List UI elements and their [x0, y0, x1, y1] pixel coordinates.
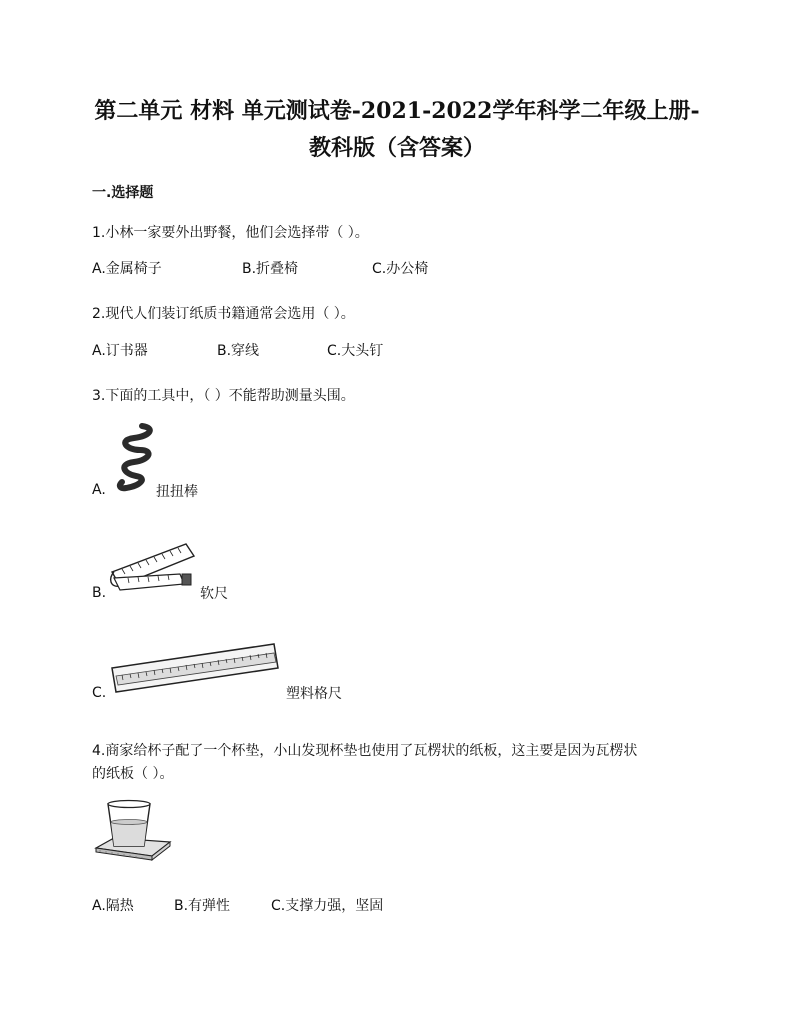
question-1-option-a: A.金属椅子 — [92, 261, 162, 277]
question-4-option-a: A.隔热 — [92, 898, 134, 914]
question-2-option-a: A.订书器 — [92, 343, 148, 359]
question-2-option-b: B.穿线 — [217, 343, 260, 359]
pipe-cleaner-image — [104, 420, 160, 496]
question-4-option-b: B.有弹性 — [174, 898, 231, 914]
tape-measure-image — [106, 538, 198, 596]
question-3-option-c-letter: C. — [92, 685, 107, 701]
question-3-option-a-letter: A. — [92, 482, 106, 498]
question-3-option-a-label: 扭扭棒 — [156, 484, 198, 500]
question-4-stem-line1: 4.商家给杯子配了一个杯垫，小山发现杯垫也使用了瓦楞状的纸板，这主要是因为瓦楞状 — [92, 743, 638, 759]
question-3-option-b-letter: B. — [92, 585, 107, 601]
document-title-line2: 教科版（含答案） — [308, 135, 485, 161]
cup-on-coaster-image — [92, 796, 172, 864]
question-3-option-b-label: 软尺 — [200, 586, 228, 602]
question-2-option-c: C.大头钉 — [327, 343, 384, 359]
question-3-option-c-label: 塑料格尺 — [286, 686, 342, 702]
plastic-ruler-image — [108, 640, 282, 698]
question-1-stem: 1.小林一家要外出野餐，他们会选择带（ ）。 — [92, 225, 369, 241]
question-1-option-c: C.办公椅 — [372, 261, 429, 277]
document-title-line1: 第二单元 材料 单元测试卷-2021-2022学年科学二年级上册- — [94, 98, 700, 124]
question-4-stem-line2: 的纸板（ ）。 — [92, 766, 174, 782]
question-4-option-c: C.支撑力强，坚固 — [271, 898, 384, 914]
section-heading: 一.选择题 — [92, 185, 154, 201]
question-1-option-b: B.折叠椅 — [242, 261, 299, 277]
question-2-stem: 2.现代人们装订纸质书籍通常会选用（ ）。 — [92, 306, 355, 322]
question-3-stem: 3.下面的工具中，（ ）不能帮助测量头围。 — [92, 388, 355, 404]
